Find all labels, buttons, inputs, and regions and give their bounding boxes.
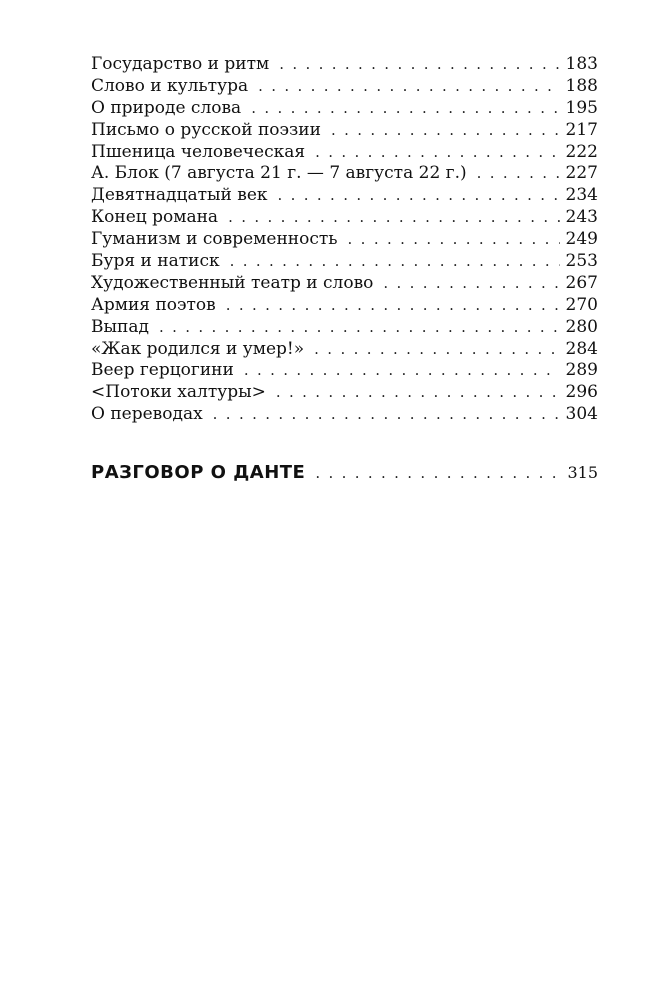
toc-entry-page: 253	[565, 251, 598, 272]
section-page: 315	[567, 463, 598, 483]
dot-leader	[230, 251, 560, 273]
dot-leader	[279, 54, 559, 76]
toc-section-heading	[91, 458, 598, 488]
toc-entry	[91, 54, 598, 76]
toc-entry-page: 270	[565, 294, 598, 315]
toc-entry	[91, 76, 598, 98]
dot-leader	[226, 295, 560, 317]
toc-entry-page: 227	[565, 163, 598, 184]
toc-entry-page: 284	[565, 338, 598, 359]
toc-entry-title: <Потоки халтуры>	[91, 382, 266, 403]
dot-leader	[383, 273, 559, 295]
dot-leader	[477, 163, 560, 185]
toc-entry	[91, 163, 598, 185]
dot-leader	[331, 120, 560, 142]
dot-leader	[213, 404, 560, 426]
toc-entry-page: 195	[565, 97, 598, 118]
dot-leader	[159, 317, 560, 339]
toc-entry-page: 296	[565, 382, 598, 403]
dot-leader	[228, 207, 559, 229]
dot-leader	[251, 98, 559, 120]
toc-entry-title: О природе слова	[91, 97, 242, 118]
toc-entry-title: Пшеница человеческая	[91, 141, 306, 162]
toc-entry-page: 217	[565, 119, 598, 140]
toc-entry-page: 249	[565, 229, 598, 250]
toc-entry-page: 304	[565, 404, 598, 425]
dot-leader	[348, 229, 560, 251]
dot-leader	[315, 458, 560, 488]
toc-entry-title: Веер герцогини	[91, 360, 234, 381]
toc-entry	[91, 382, 598, 404]
toc-entry-page: 222	[565, 141, 598, 162]
toc-entry-page: 267	[565, 272, 598, 293]
dot-leader	[276, 382, 560, 404]
toc-entry	[91, 339, 598, 361]
toc-entry-title: Девятнадцатый век	[91, 185, 268, 206]
toc-entry	[91, 251, 598, 273]
toc-entry-title: Буря и натиск	[91, 251, 220, 272]
section-title: РАЗГОВОР О ДАНТЕ	[91, 462, 306, 484]
toc-entry-page: 188	[565, 75, 598, 96]
toc-entry-page: 289	[565, 360, 598, 381]
toc-entry-title: «Жак родился и умер!»	[91, 338, 305, 359]
dot-leader	[315, 142, 559, 164]
toc-entry-title: Армия поэтов	[91, 294, 216, 315]
toc-entry	[91, 207, 598, 229]
toc-entry	[91, 317, 598, 339]
toc-entry-title: Гуманизм и современность	[91, 229, 338, 250]
dot-leader	[244, 360, 560, 382]
toc-entry-title: Конец романа	[91, 207, 219, 228]
toc-entry	[91, 295, 598, 317]
toc-entry-title: Государство и ритм	[91, 54, 270, 74]
toc-entry	[91, 120, 598, 142]
toc-entry-page: 234	[565, 185, 598, 206]
dot-leader	[278, 185, 560, 207]
toc-entry-title: О переводах	[91, 404, 203, 425]
toc-entry	[91, 360, 598, 382]
toc-entry-title: Художественный театр и слово	[91, 272, 374, 293]
toc-entry	[91, 185, 598, 207]
toc-entry	[91, 98, 598, 120]
toc-entry-page: 183	[565, 54, 598, 74]
toc-entry-title: Слово и культура	[91, 75, 249, 96]
toc-entry	[91, 273, 598, 295]
table-of-contents	[91, 54, 598, 488]
toc-entry	[91, 229, 598, 251]
toc-entry	[91, 142, 598, 164]
toc-entry-page: 243	[565, 207, 598, 228]
toc-entry-title: Выпад	[91, 316, 149, 337]
toc-entry	[91, 404, 598, 426]
toc-entry-page: 280	[565, 316, 598, 337]
dot-leader	[258, 76, 559, 98]
toc-entry-title: Письмо о русской поэзии	[91, 119, 321, 140]
dot-leader	[314, 339, 559, 361]
toc-entry-title: А. Блок (7 августа 21 г. — 7 августа 22 г.)	[91, 163, 467, 184]
